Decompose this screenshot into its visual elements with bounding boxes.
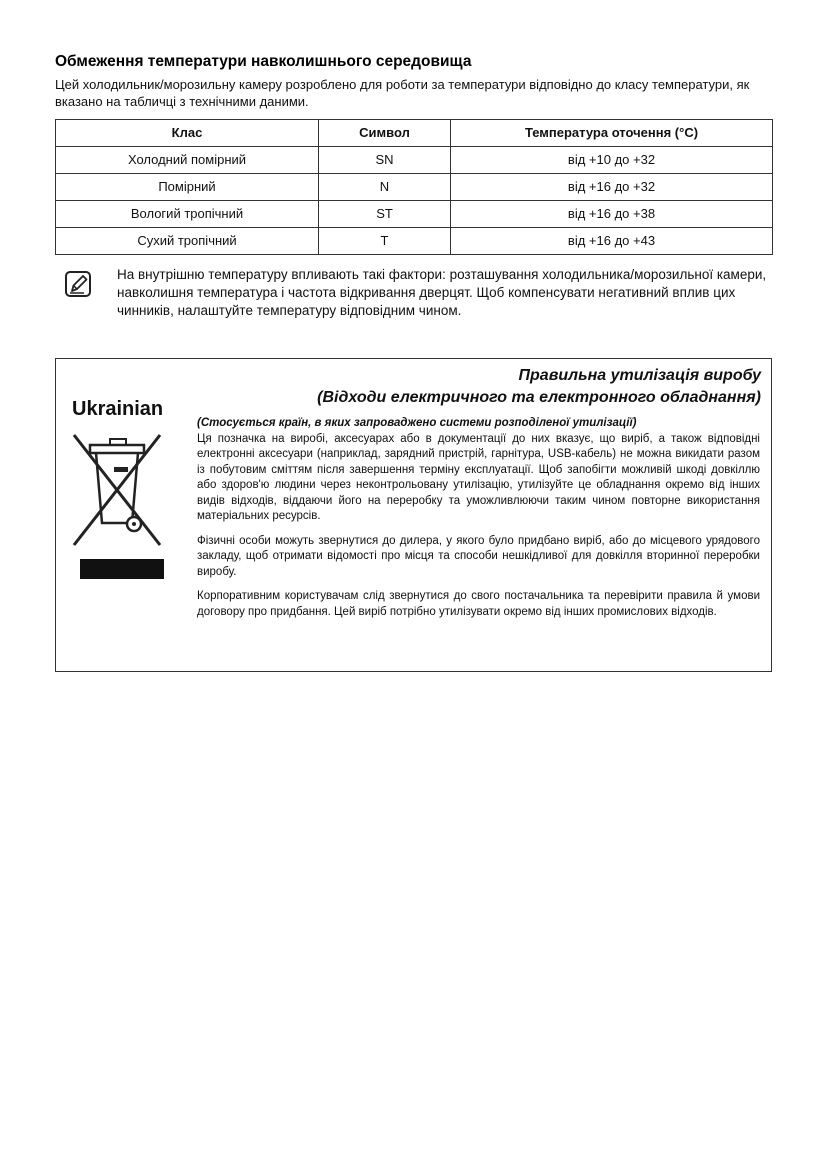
weee-subtitle: (Стосується країн, в яких запроваджено системи розподіленої утилізації) xyxy=(197,417,637,429)
cell-temperature: від +16 до +38 xyxy=(451,201,773,228)
crossed-bin-icon xyxy=(70,431,164,549)
black-bar xyxy=(80,559,164,579)
note-block xyxy=(55,266,772,344)
cell-symbol: N xyxy=(319,174,451,201)
intro-text: Цей холодильник/морозильну камеру розроблено для роботи за температури відповідно до класу температури, як вказано на табличці з технічними даними. xyxy=(55,77,750,109)
header-class: Клас xyxy=(56,120,319,147)
cell-temperature: від +16 до +32 xyxy=(451,174,773,201)
temperature-class-table xyxy=(55,119,773,255)
note-text: На внутрішню температуру впливають такі фактори: розташування холодильника/морозильної камери, навколишня температура і частота відкривання дверцят. Щоб компенсувати негативний вплив цих чинників, налаштуйте температуру відповідним чином. xyxy=(117,267,767,318)
cell-temperature: від +10 до +32 xyxy=(451,147,773,174)
section-title: Обмеження температури навколишнього середовища xyxy=(55,53,472,70)
weee-body xyxy=(197,416,760,620)
language-label: Ukrainian xyxy=(72,398,164,420)
cell-class: Холодний помірний xyxy=(56,147,319,174)
cell-symbol: ST xyxy=(319,201,451,228)
table-row xyxy=(56,147,773,174)
table-row xyxy=(56,174,773,201)
cell-symbol: T xyxy=(319,228,451,255)
header-symbol: Символ xyxy=(319,120,451,147)
weee-disposal-box xyxy=(55,358,772,672)
table-header-row xyxy=(56,120,773,147)
cell-class: Помірний xyxy=(56,174,319,201)
weee-paragraph-1: Ця позначка на виробі, аксесуарах або в документації до них вказує, що виріб, а також відповідні електронні аксесуари (наприклад, зарядний пристрій, гарнітура, USB-кабель) не можна викидати разом із побутовим сміттям після завершення терміну експлуатації. Щоб запобігти можливій шкоді довкіллю або здоров'ю людини через неконтрольовану утилізацію, утилізуйте це обладнання окремо від інших видів відходів, віддаючи його на переробку та уможливлюючи таким чином повторне використання матеріальних ресурсів. xyxy=(197,432,760,522)
note-pencil-icon xyxy=(64,270,92,298)
weee-title-line1: Правильна утилізація виробу xyxy=(518,367,761,384)
cell-temperature: від +16 до +43 xyxy=(451,228,773,255)
page xyxy=(55,52,772,618)
weee-paragraph-3: Корпоративним користувачам слід звернутися до свого постачальника та перевірити правила й умови договору про придбання. Цей виріб потрібно утилізувати окремо від інших промислових відходів. xyxy=(197,590,760,618)
weee-title-line2: (Відходи електричного та електронного обладнання) xyxy=(317,389,761,406)
header-temperature: Температура оточення (°C) xyxy=(451,120,773,147)
cell-class: Вологий тропічний xyxy=(56,201,319,228)
table-row xyxy=(56,228,773,255)
cell-symbol: SN xyxy=(319,147,451,174)
weee-title xyxy=(317,365,761,409)
cell-class: Сухий тропічний xyxy=(56,228,319,255)
table-row xyxy=(56,201,773,228)
weee-paragraph-2: Фізичні особи можуть звернутися до дилера, у якого було придбано виріб, або до місцевого урядового закладу, щоб отримати відомості про місця та способи нешкідливої для довкілля вторинної переробки виробу. xyxy=(197,534,760,578)
